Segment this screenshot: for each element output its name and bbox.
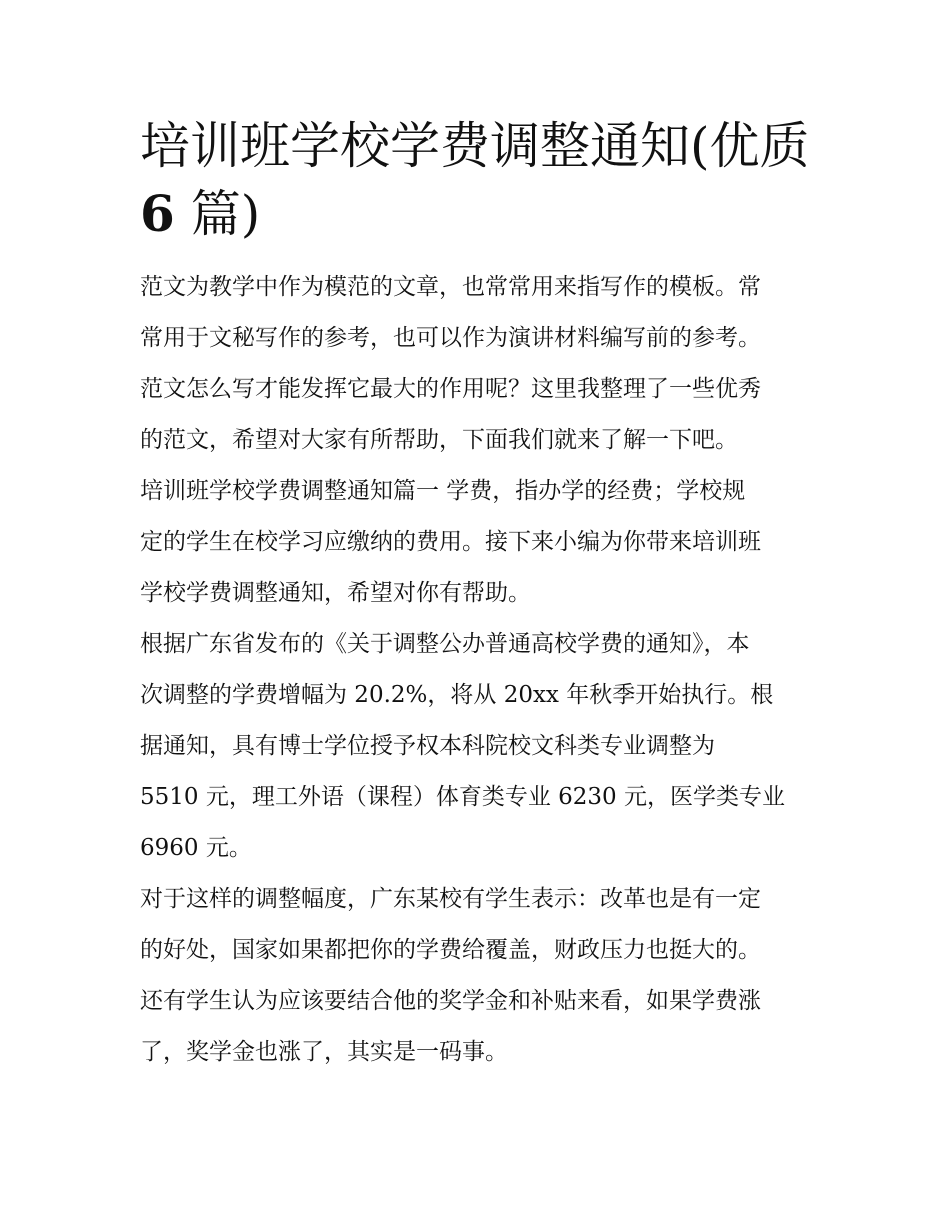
- document-page: [140, 112, 812, 1078]
- document-body: [140, 262, 812, 1078]
- text-line: 还有学生认为应该要结合他的奖学金和补贴来看，如果学费涨: [140, 988, 761, 1014]
- text-line: 的范文，希望对大家有所帮助，下面我们就来了解一下吧。: [140, 427, 738, 453]
- text-line: 6960 元。: [140, 835, 252, 861]
- text-line: 根据广东省发布的《关于调整公办普通高校学费的通知》，本: [140, 631, 750, 657]
- text-line: 范文为教学中作为模范的文章，也常常用来指写作的模板。常: [140, 274, 761, 300]
- title-suffix: 篇): [174, 185, 261, 243]
- text-line: 范文怎么写才能发挥它最大的作用呢？这里我整理了一些优秀: [140, 376, 761, 402]
- title-line-1: 培训班学校学费调整通知(优质: [140, 117, 810, 175]
- text-line: 据通知，具有博士学位授予权本科院校文科类专业调整为: [140, 733, 715, 759]
- paragraph-section-one: [140, 466, 812, 619]
- text-line: 对于这样的调整幅度，广东某校有学生表示：改革也是有一定: [140, 886, 761, 912]
- document-title: [140, 112, 812, 248]
- title-number: 6: [140, 184, 175, 243]
- paragraph-student-opinion: [140, 874, 812, 1078]
- text-line: 的好处，国家如果都把你的学费给覆盖，财政压力也挺大的。: [140, 937, 761, 963]
- text-line: 常用于文秘写作的参考，也可以作为演讲材料编写前的参考。: [140, 325, 761, 351]
- text-line: 了，奖学金也涨了，其实是一码事。: [140, 1039, 508, 1065]
- text-line: 5510 元，理工外语（课程）体育类专业 6230 元，医学类专业: [140, 784, 785, 810]
- text-line: 培训班学校学费调整通知篇一 学费，指办学的经费；学校规: [140, 478, 746, 504]
- paragraph-intro: [140, 262, 812, 466]
- text-line: 次调整的学费增幅为 20.2%，将从 20xx 年秋季开始执行。根: [140, 682, 774, 708]
- title-line-2: [140, 180, 812, 248]
- text-line: 学校学费调整通知，希望对你有帮助。: [140, 580, 531, 606]
- text-line: 定的学生在校学习应缴纳的费用。接下来小编为你带来培训班: [140, 529, 761, 555]
- paragraph-guangdong-notice: [140, 619, 812, 874]
